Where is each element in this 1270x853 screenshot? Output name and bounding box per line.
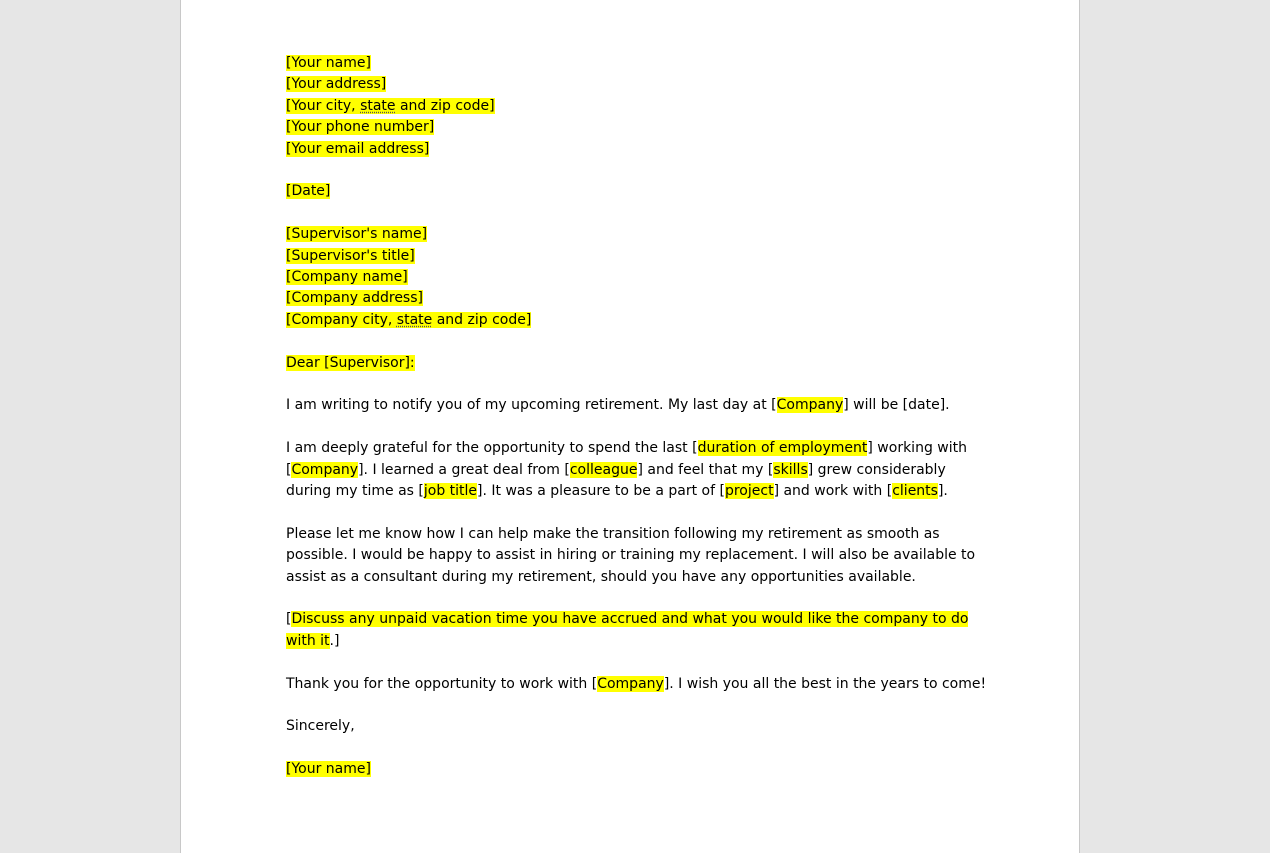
recipient-address: [Company address]	[286, 290, 423, 307]
recipient-title: [Supervisor's title]	[286, 247, 415, 264]
text-run: I am deeply grateful for the opportunity to spend the last [	[286, 440, 698, 457]
empty-line	[286, 695, 976, 716]
placeholder-duration: duration of employment	[697, 440, 868, 457]
empty-line	[286, 738, 976, 759]
text-run: ] will be [date].	[843, 397, 950, 414]
recipient-title-line	[286, 246, 976, 267]
text-run: ] grew considerably during my time as [	[286, 461, 946, 500]
sender-phone-line	[286, 117, 976, 138]
sender-address-line	[286, 74, 976, 95]
paragraph-transition: Please let me know how I can help make the transition following my retirement as smooth as possible. I would be happy to assist in hiring or training my replacement. I will also be available to assist as a consultant during my retirement, should you have any opportunities available.	[286, 525, 976, 585]
placeholder-skills: skills	[773, 461, 808, 478]
recipient-company: [Company name]	[286, 269, 408, 286]
text-run: ] and feel that my [	[637, 461, 774, 478]
recipient-city	[286, 312, 531, 328]
paragraph-vacation	[286, 609, 976, 652]
sender-city-suffix: and zip code]	[395, 97, 495, 114]
recipient-name-line	[286, 224, 976, 245]
sender-city-line	[286, 96, 976, 117]
recipient-name: [Supervisor's name]	[286, 226, 428, 243]
letter-date: [Date]	[286, 183, 331, 200]
empty-line	[286, 331, 976, 352]
placeholder-project: project	[724, 483, 774, 500]
document-page[interactable]	[180, 0, 1080, 853]
placeholder-colleague: colleague	[569, 461, 638, 478]
paragraph-notify	[286, 395, 976, 416]
signature-name: [Your name]	[286, 761, 371, 778]
paragraph-gratitude	[286, 438, 976, 502]
text-run: .]	[329, 632, 340, 649]
sender-city-prefix: [Your city,	[286, 97, 361, 114]
sender-address: [Your address]	[286, 76, 387, 93]
text-run: Thank you for the opportunity to work with [	[286, 675, 598, 692]
paragraph-thanks	[286, 674, 987, 695]
sender-email: [Your email address]	[286, 140, 430, 157]
recipient-city-prefix: [Company city,	[286, 311, 397, 328]
text-run: I am writing to notify you of my upcoming retirement. My last day at [	[286, 397, 777, 414]
closing-line: Sincerely,	[286, 718, 355, 735]
recipient-address-line	[286, 288, 976, 309]
signature-line	[286, 759, 976, 780]
recipient-state-word: state	[396, 311, 433, 328]
sender-name: [Your name]	[286, 55, 371, 71]
sender-email-line	[286, 139, 976, 160]
text-run: ].	[937, 483, 948, 500]
placeholder-company: Company	[291, 461, 359, 478]
recipient-company-line	[286, 267, 976, 288]
placeholder-company: Company	[597, 675, 664, 692]
empty-line	[286, 160, 976, 181]
empty-line	[286, 374, 976, 395]
letter-body[interactable]	[286, 53, 987, 781]
text-run: ] and work with [	[773, 483, 893, 500]
sender-state-word: state	[360, 97, 396, 114]
placeholder-company: Company	[776, 397, 844, 414]
placeholder-vacation-note: Discuss any unpaid vacation time you have accrued and what you would like the company to do with it	[286, 611, 969, 649]
text-run: [	[286, 611, 292, 628]
sender-name-line	[286, 53, 976, 74]
sender-city	[286, 98, 495, 114]
empty-line	[286, 502, 976, 523]
text-run: ]. I wish you all the best in the years to come!	[663, 675, 987, 692]
recipient-city-suffix: and zip code]	[432, 311, 532, 328]
sender-phone: [Your phone number]	[286, 119, 435, 136]
empty-line	[286, 203, 976, 224]
salutation-line	[286, 353, 976, 374]
empty-line	[286, 417, 976, 438]
text-run: ]. I learned a great deal from [	[358, 461, 570, 478]
date-line	[286, 181, 976, 202]
salutation: Dear [Supervisor]:	[286, 354, 415, 371]
empty-line	[286, 588, 976, 609]
placeholder-clients: clients	[892, 483, 938, 500]
recipient-city-line	[286, 310, 976, 331]
placeholder-job-title: job title	[423, 483, 478, 500]
text-run: ] working with [	[286, 440, 967, 478]
empty-line	[286, 652, 976, 673]
text-run: ]. It was a pleasure to be a part of [	[477, 483, 725, 500]
